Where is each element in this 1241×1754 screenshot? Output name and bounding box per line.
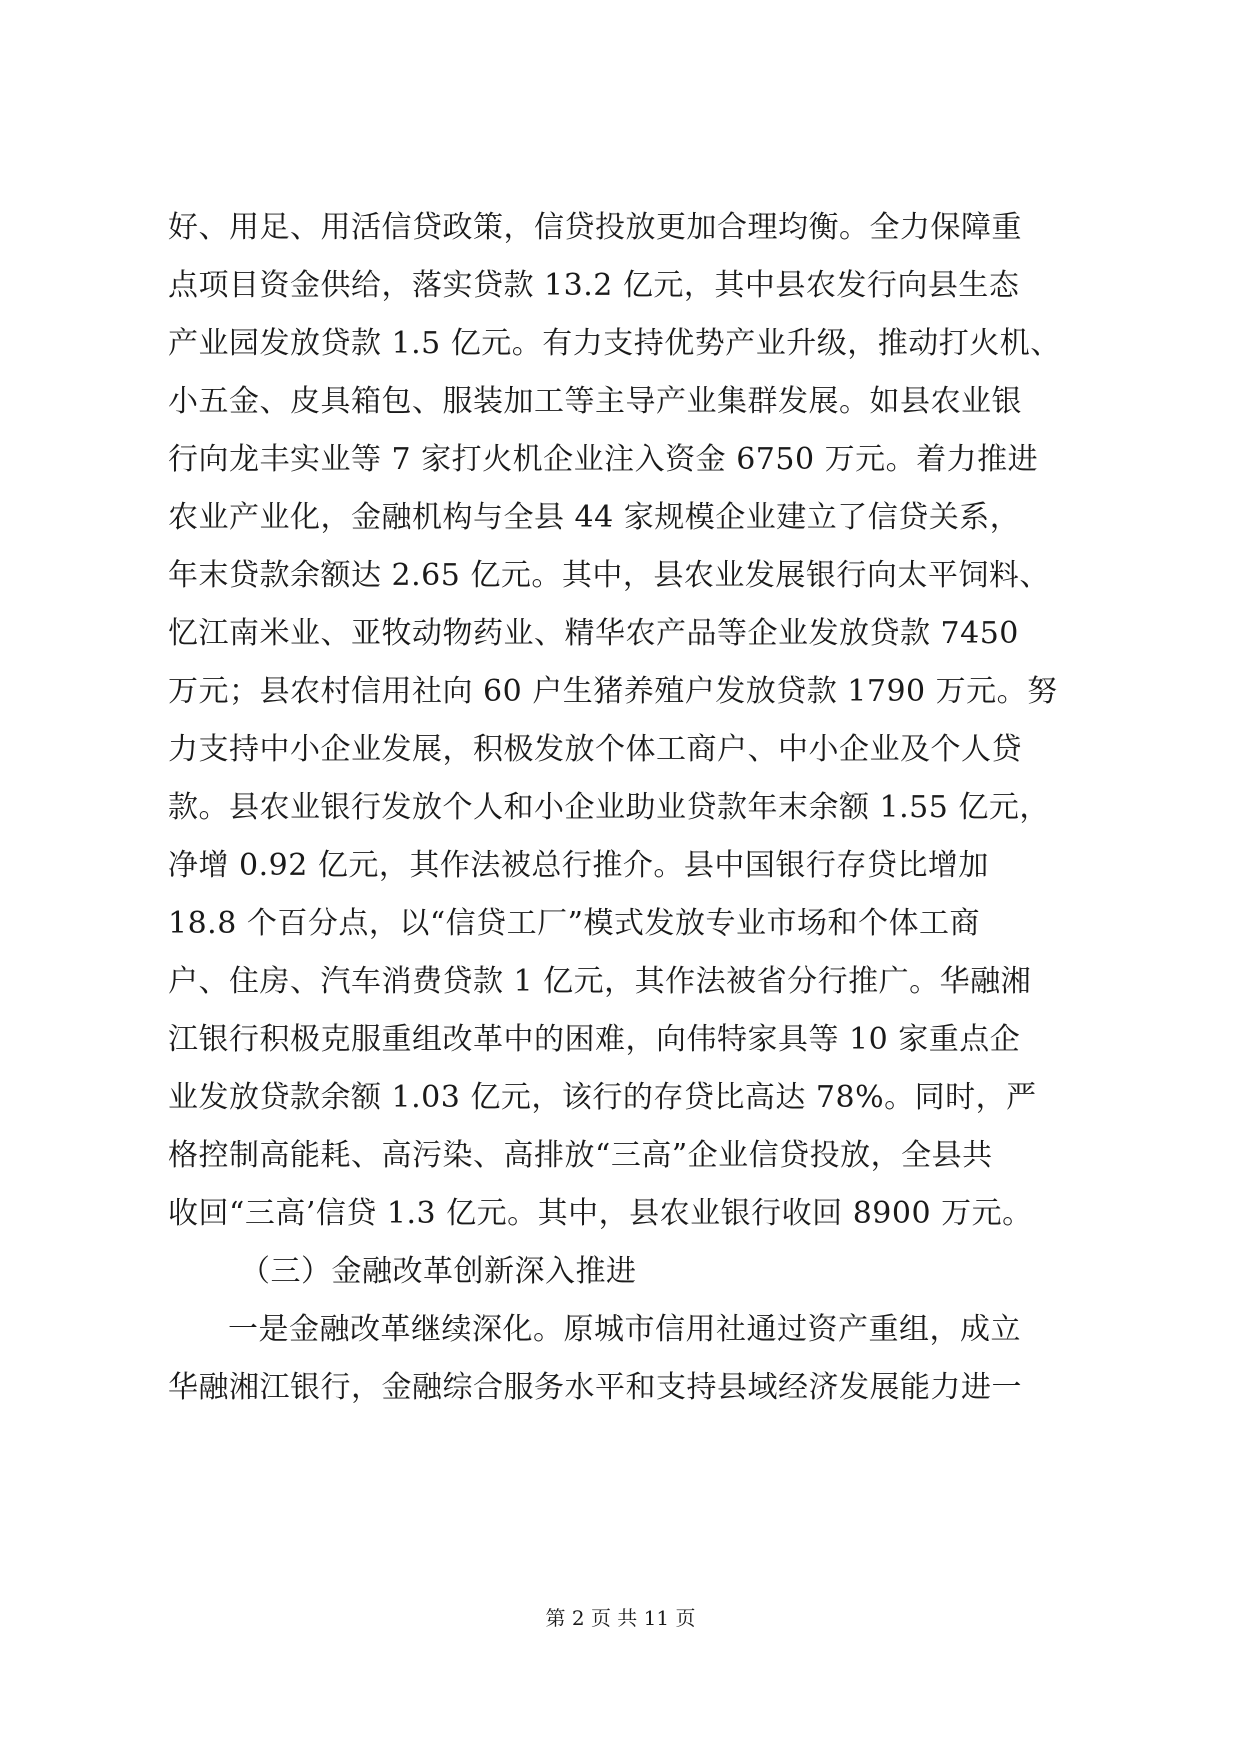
text-line: 忆江南米业、亚牧动物药业、精华农产品等企业发放贷款 7450 — [168, 616, 1019, 651]
text-line: 18.8 个百分点，以“信贷工厂”模式发放专业市场和个体工商 — [168, 906, 981, 941]
section-heading: （三）金融改革创新深入推进 — [240, 1254, 637, 1289]
text-line: 点项目资金供给，落实贷款 13.2 亿元，其中县农发行向县生态 — [168, 268, 1020, 303]
text-line: 格控制高能耗、高污染、高排放“三高”企业信贷投放，全县共 — [168, 1138, 993, 1173]
text-line: 江银行积极克服重组改革中的困难，向伟特家具等 10 家重点企 — [168, 1022, 1021, 1057]
text-line: 小五金、皮具箱包、服装加工等主导产业集群发展。如县农业银 — [168, 384, 1022, 419]
text-line: 万元；县农村信用社向 60 户生猪养殖户发放贷款 1790 万元。努 — [168, 674, 1058, 709]
text-line: 力支持中小企业发展，积极发放个体工商户、中小企业及个人贷 — [168, 732, 1022, 767]
text-line: 华融湘江银行，金融综合服务水平和支持县域经济发展能力进一 — [168, 1370, 1022, 1405]
text-line: 产业园发放贷款 1.5 亿元。有力支持优势产业升级，推动打火机、 — [168, 326, 1061, 361]
text-line: 年末贷款余额达 2.65 亿元。其中，县农业发展银行向太平饲料、 — [168, 558, 1050, 593]
text-line: 一是金融改革继续深化。原城市信用社通过资产重组，成立 — [228, 1312, 1021, 1347]
text-line: 好、用足、用活信贷政策，信贷投放更加合理均衡。全力保障重 — [168, 210, 1022, 245]
text-line: 农业产业化，金融机构与全县 44 家规模企业建立了信贷关系， — [168, 500, 1021, 535]
page-footer: 第 2 页 共 11 页 — [545, 1606, 696, 1630]
text-line: 户、住房、汽车消费贷款 1 亿元，其作法被省分行推广。华融湘 — [168, 964, 1032, 999]
text-line: 行向龙丰实业等 7 家打火机企业注入资金 6750 万元。着力推进 — [168, 442, 1039, 477]
text-line: 收回“三高’信贷 1.3 亿元。其中，县农业银行收回 8900 万元。 — [168, 1196, 1033, 1231]
text-line: 净增 0.92 亿元，其作法被总行推介。县中国银行存贷比增加 — [168, 848, 989, 883]
text-line: 款。县农业银行发放个人和小企业助业贷款年末余额 1.55 亿元， — [168, 790, 1050, 825]
text-line: 业发放贷款余额 1.03 亿元，该行的存贷比高达 78%。同时，严 — [168, 1080, 1037, 1115]
